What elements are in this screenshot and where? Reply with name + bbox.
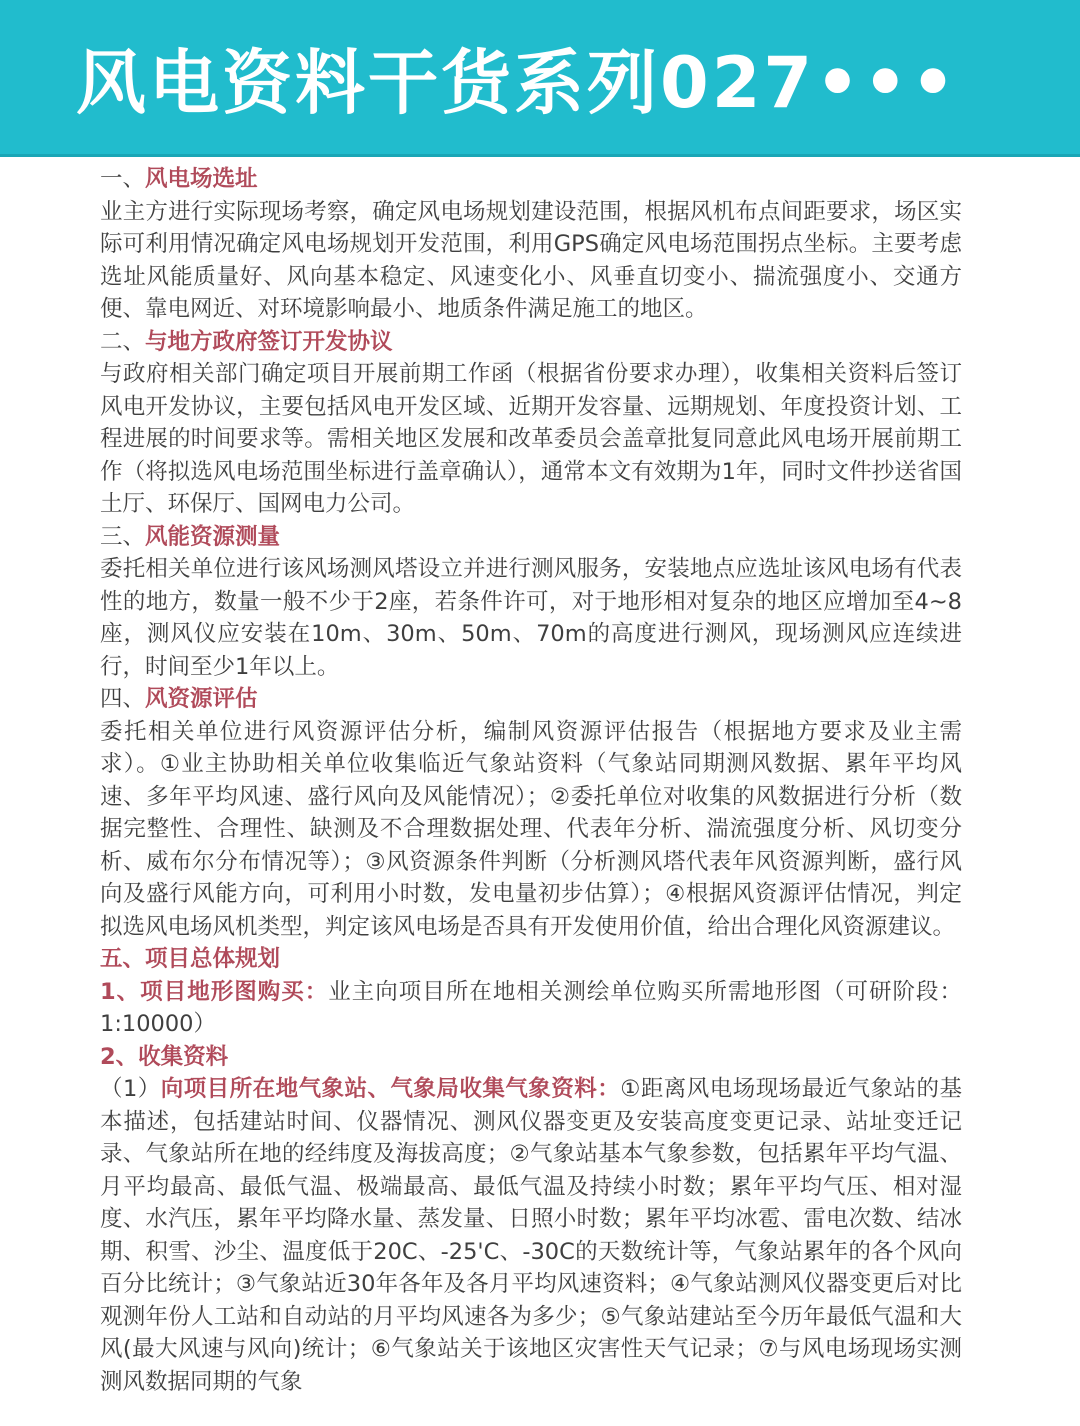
item-meteorological-data bbox=[100, 1073, 962, 1398]
item-topographic-map bbox=[100, 976, 962, 1041]
header-banner bbox=[0, 0, 1080, 157]
item-collect-data-heading: 2、收集资料 bbox=[100, 1043, 229, 1070]
section-paragraph-wind-measurement: 委托相关单位进行该风场测风塔设立并进行测风服务，安装地点应选址该风电场有代表性的地方，数量一般不少于2座，若条件许可，对于地形相对复杂的地区应增加至4~8座，测风仪应安装在10m、30m、50m、70m的高度进行测风，现场测风应连续进行，时间至少1年以上。 bbox=[100, 556, 962, 680]
section-paragraph-site-selection: 业主方进行实际现场考察，确定风电场规划建设范围，根据风机布点间距要求，场区实际可利用情况确定风电场规划开发范围，利用GPS确定风电场范围拐点坐标。主要考虑选址风能质量好、风向基本稳定、风速变化小、风垂直切变小、揣流强度小、交通方便、靠电网近、对环境影响最小、地质条件满足施工的地区。 bbox=[100, 198, 962, 322]
sub-item-body: ①距离风电场现场最近气象站的基本描述，包括建站时间、仪器情况、测风仪器变更及安装高度变更记录、站址变迁记录、气象站所在地的经纬度及海拔高度；②气象站基本气象参数，包括累年平均气温、月平均最高、最低气温、极端最高、最低气温及持续小时数；累年平均气压、相对湿度、水汽压，累年平均降水量、蒸发量、日照小时数；累年平均冰雹、雷电次数、结冰期、积雪、沙尘、温度低于20C、-25'C、-30C的天数统计等，气象站累年的各个风向百分比统计；③气象站近30年各年及各月平均风速资料；④气象站测风仪器变更后对比观测年份人工站和自动站的月平均风速各为多少；⑤气象站建站至今历年最低气温和大风(最大风速与风向)统计；⑥气象站关于该地区灾害性天气记录；⑦与风电场现场实测测风数据同期的气象 bbox=[100, 1076, 962, 1395]
item-topographic-map-body: 业主向项目所在地相关测绘单位购买所需地形图（可研阶段：1:10000） bbox=[100, 978, 962, 1037]
section-paragraph-agreement: 与政府相关部门确定项目开展前期工作函（根据省份要求办理），收集相关资料后签订风电开发协议，主要包括风电开发区域、近期开发容量、远期规划、年度投资计划、工程进展的时间要求等。需相关地区发展和改革委员会盖章批复同意此风电场开展前期工作（将拟选风电场范围坐标进行盖章确认），通常本文有效期为1年，同时文件抄送省国土厅、环保厅、国网电力公司。 bbox=[100, 361, 962, 517]
section-heading-resource-assessment: 四、风资源评估 bbox=[100, 686, 258, 712]
section-heading-site-selection: 一、风电场选址 bbox=[100, 166, 258, 192]
sub-item-number: （1） bbox=[100, 1076, 161, 1102]
item-topographic-map-label: 1、项目地形图购买： bbox=[100, 978, 329, 1005]
section-heading-overall-planning: 五、项目总体规划 bbox=[100, 946, 281, 972]
section-heading-agreement: 二、与地方政府签订开发协议 bbox=[100, 328, 393, 355]
sub-item-label: 向项目所在地气象站、气象局收集气象资料： bbox=[160, 1076, 621, 1102]
article-body bbox=[0, 157, 1080, 1398]
section-paragraph-resource-assessment: 委托相关单位进行风资源评估分析，编制风资源评估报告（根据地方要求及业主需求）。①业主协助相关单位收集临近气象站资料（气象站同期测风数据、累年平均风速、多年平均风速、盛行风向及风能情况）；②委托单位对收集的风数据进行分析（数据完整性、合理性、缺测及不合理数据处理、代表年分析、湍流强度分析、风切变分析、威布尔分布情况等）；③风资源条件判断（分析测风塔代表年风资源判断，盛行风向及盛行风能方向，可利用小时数，发电量初步估算）；④根据风资源评估情况，判定拟选风电场风机类型，判定该风电场是否具有开发使用价值，给出合理化风资源建议。 bbox=[100, 718, 962, 940]
page-title: 风电资料干货系列027••• bbox=[76, 41, 959, 124]
section-heading-wind-measurement: 三、风能资源测量 bbox=[100, 523, 281, 550]
